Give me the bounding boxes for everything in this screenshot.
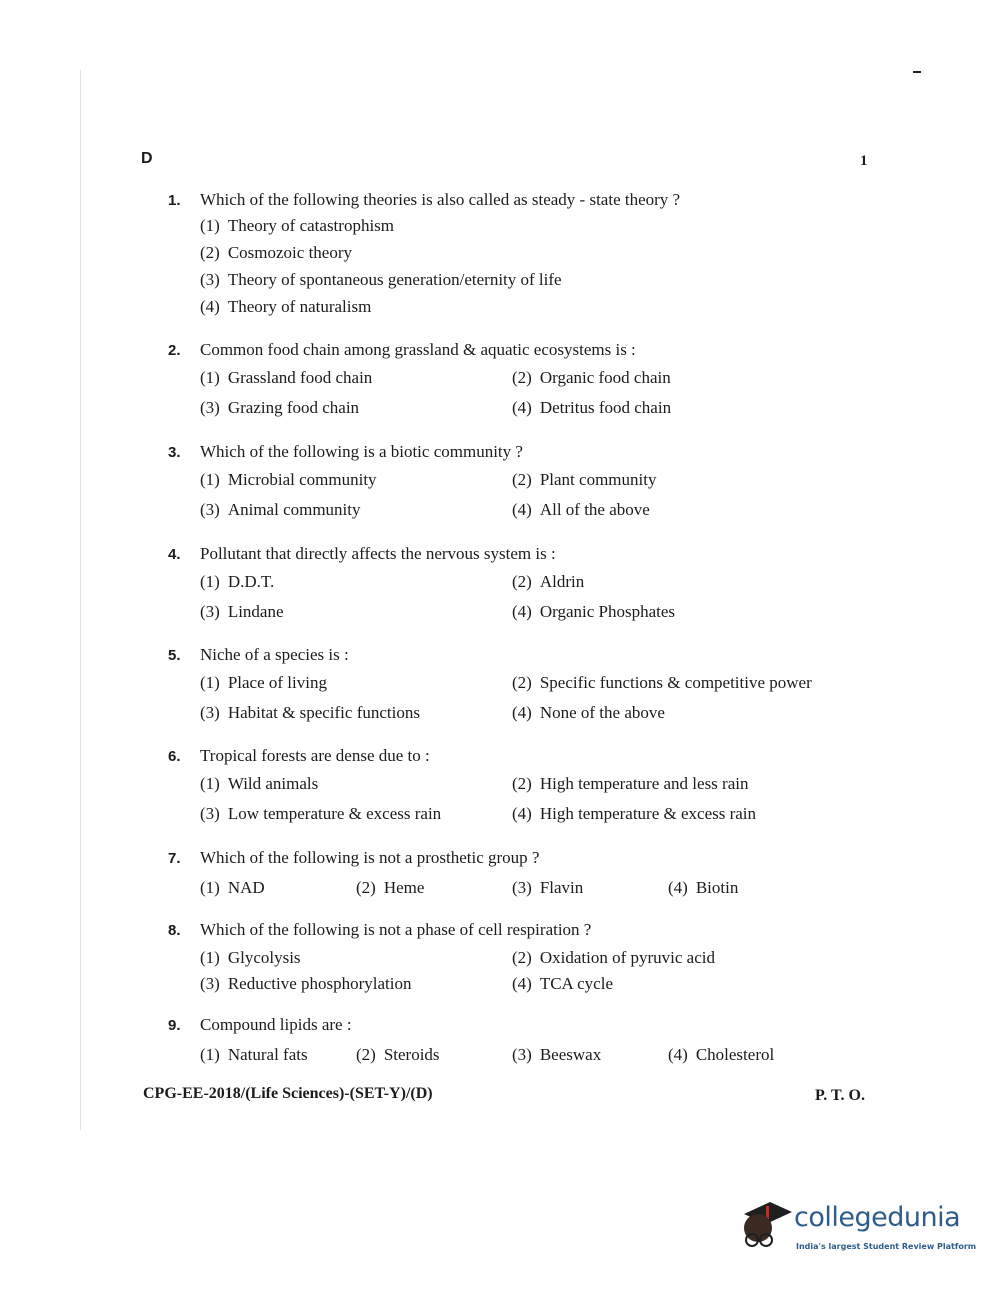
scan-edge-line xyxy=(80,70,81,1130)
option-2: (2) Specific functions & competitive power xyxy=(512,673,812,692)
question-3 xyxy=(168,442,868,530)
logo-wordmark: collegedunia xyxy=(794,1202,961,1233)
option-4: (4) Organic Phosphates xyxy=(512,602,676,621)
question-6 xyxy=(168,746,868,834)
question-text: Which of the following theories is also called as steady - state theory ? xyxy=(200,190,681,209)
option-4: (4) None of the above xyxy=(512,703,665,722)
option-2: (2) Heme xyxy=(356,878,425,897)
option-1: (1) Grassland food chain xyxy=(200,368,373,387)
options-grid xyxy=(200,673,868,733)
corner-dash xyxy=(913,71,921,73)
option-1: (1) Glycolysis xyxy=(200,948,301,967)
watermark-logo xyxy=(736,1196,977,1256)
question-number: 2. xyxy=(168,342,181,359)
question-number: 7. xyxy=(168,850,181,867)
option-3: (3) Theory of spontaneous generation/eternity of life xyxy=(200,270,562,289)
page-number: 1 xyxy=(860,153,868,169)
option-2: (2) High temperature and less rain xyxy=(512,774,749,793)
question-number: 4. xyxy=(168,546,181,563)
option-2: (2) Aldrin xyxy=(512,572,585,591)
option-2: (2) Organic food chain xyxy=(512,368,671,387)
option-3: (3) Beeswax xyxy=(512,1045,602,1064)
option-1: (1) D.D.T. xyxy=(200,572,275,591)
footer-exam-code: CPG-EE-2018/(Life Sciences)-(SET-Y)/(D) xyxy=(143,1085,433,1102)
logo-tagline: India's largest Student Review Platform xyxy=(796,1242,977,1251)
option-3: (3) Habitat & specific functions xyxy=(200,703,420,722)
option-3: (3) Reductive phosphorylation xyxy=(200,974,412,993)
option-4: (4) Cholesterol xyxy=(668,1045,775,1064)
option-3: (3) Low temperature & excess rain xyxy=(200,804,442,823)
options-row xyxy=(200,878,868,906)
option-3: (3) Lindane xyxy=(200,602,284,621)
question-text: Which of the following is not a phase of cell respiration ? xyxy=(200,920,592,939)
option-3: (3) Animal community xyxy=(200,500,361,519)
options-list xyxy=(200,216,868,324)
option-1: (1) Microbial community xyxy=(200,470,377,489)
options-row xyxy=(200,1045,868,1073)
question-text: Which of the following is not a prosthetic group ? xyxy=(200,848,540,867)
option-1: (1) NAD xyxy=(200,878,265,897)
options-grid xyxy=(200,368,868,428)
question-number: 9. xyxy=(168,1017,181,1034)
question-4 xyxy=(168,544,868,632)
question-number: 3. xyxy=(168,444,181,461)
options-grid xyxy=(200,948,868,1000)
question-text: Which of the following is a biotic community ? xyxy=(200,442,523,461)
option-4: (4) Biotin xyxy=(668,878,739,897)
question-text: Compound lipids are : xyxy=(200,1015,352,1034)
option-1: (1) Wild animals xyxy=(200,774,319,793)
option-2: (2) Steroids xyxy=(356,1045,440,1064)
option-2: (2) Oxidation of pyruvic acid xyxy=(512,948,715,967)
question-text: Tropical forests are dense due to : xyxy=(200,746,430,765)
question-2 xyxy=(168,340,868,428)
option-4: (4) High temperature & excess rain xyxy=(512,804,757,823)
question-text: Niche of a species is : xyxy=(200,645,349,664)
option-4: (4) All of the above xyxy=(512,500,650,519)
option-1: (1) Theory of catastrophism xyxy=(200,216,395,235)
option-2: (2) Plant community xyxy=(512,470,657,489)
question-text: Pollutant that directly affects the nervous system is : xyxy=(200,544,556,563)
question-number: 8. xyxy=(168,922,181,939)
question-7 xyxy=(168,848,868,906)
mascot-icon xyxy=(736,1196,792,1254)
question-8 xyxy=(168,920,868,1000)
option-2: (2) Cosmozoic theory xyxy=(200,243,352,262)
question-5 xyxy=(168,645,868,733)
option-4: (4) Theory of naturalism xyxy=(200,297,372,316)
option-4: (4) Detritus food chain xyxy=(512,398,672,417)
option-4: (4) TCA cycle xyxy=(512,974,613,993)
option-1: (1) Place of living xyxy=(200,673,327,692)
footer-pto: P. T. O. xyxy=(815,1087,865,1104)
option-3: (3) Flavin xyxy=(512,878,584,897)
question-number: 6. xyxy=(168,748,181,765)
question-number: 1. xyxy=(168,192,181,209)
question-text: Common food chain among grassland & aquatic ecosystems is : xyxy=(200,340,636,359)
set-letter: D xyxy=(141,150,153,167)
option-1: (1) Natural fats xyxy=(200,1045,308,1064)
option-3: (3) Grazing food chain xyxy=(200,398,360,417)
options-grid xyxy=(200,774,868,834)
question-number: 5. xyxy=(168,647,181,664)
options-grid xyxy=(200,470,868,530)
question-9 xyxy=(168,1015,868,1073)
question-1 xyxy=(168,190,868,324)
options-grid xyxy=(200,572,868,632)
